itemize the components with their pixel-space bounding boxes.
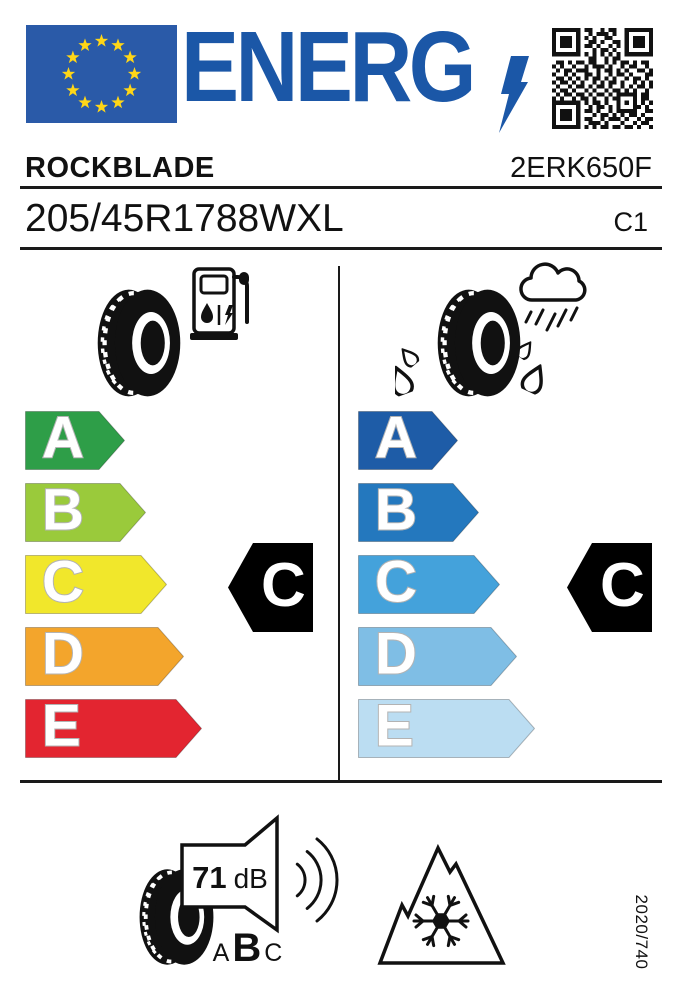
grade-arrow-d [25,621,202,687]
noise-unit: dB [233,863,268,894]
grade-arrow-b [358,477,535,543]
wet-grip-scale [358,405,535,759]
grade-arrow-c [358,549,535,615]
separator-line-2 [20,247,662,250]
rain-drops [526,308,577,330]
separator-line-1 [20,186,662,189]
tire-icon [98,290,181,397]
qr-code [552,28,653,129]
fuel-efficiency-icon [90,255,260,405]
noise-class-a: A [212,939,230,967]
model-code: 2ERK650F [510,152,652,184]
energ-logo-text: ENERG [181,11,473,123]
wet-grip-icon [395,255,605,405]
separator-line-3 [20,780,662,783]
tyre-class: C1 [613,207,648,237]
noise-class-b: B [232,926,262,970]
grade-letter: B [42,477,84,543]
grade-letter: C [42,549,84,615]
fuel-pump-icon [190,269,249,340]
noise-level [182,860,278,896]
grade-letter: B [375,477,417,543]
grade-arrow-c [25,549,202,615]
noise-class-c: C [264,939,283,967]
grade-letter: E [42,693,81,759]
grade-letter: A [375,405,417,471]
grade-letter: D [42,621,84,687]
grade-arrow-a [358,405,535,471]
lightning-bolt-icon [497,56,531,134]
brand-name: ROCKBLADE [25,152,215,184]
fuel-rating-letter: C [261,550,306,620]
snowflake-mountain-icon [375,840,510,970]
grade-arrow-e [25,693,202,759]
grade-arrow-b [25,477,202,543]
grade-arrow-a [25,405,202,471]
grade-letter: A [42,405,84,471]
sound-waves-icon [297,839,337,921]
grade-arrow-d [358,621,535,687]
grade-letter: E [375,693,414,759]
grade-letter: C [375,549,417,615]
wet-grip-rating-letter: C [600,550,645,620]
column-divider [338,266,340,782]
regulation-number: 2020/740 [632,894,651,970]
tyre-size: 205/45R1788WXL [25,197,344,240]
rain-cloud-icon [521,264,585,330]
tire-icon [438,290,521,397]
wet-grip-rating-arrow [567,543,652,632]
noise-value: 71 [192,860,227,895]
fuel-rating-arrow [228,543,313,632]
fuel-efficiency-scale [25,405,202,759]
eu-flag [26,25,177,123]
grade-letter: D [375,621,417,687]
grade-arrow-e [358,693,535,759]
noise-class-scale [205,926,290,971]
